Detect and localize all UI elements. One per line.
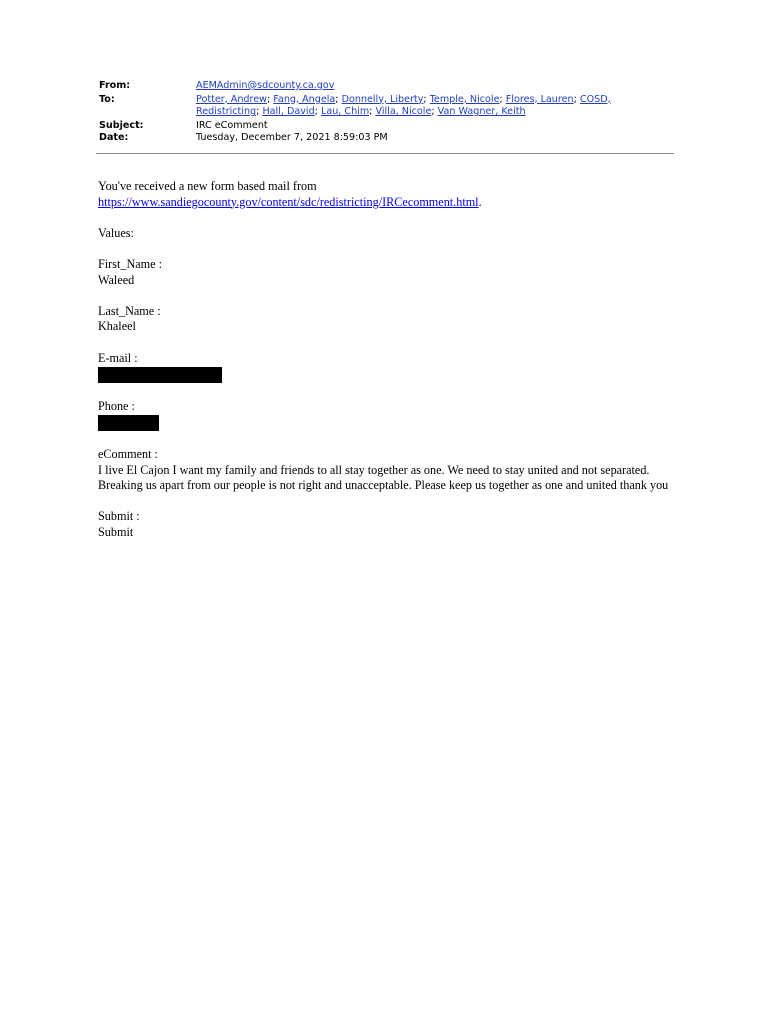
form-url-line	[98, 195, 670, 211]
recipient-link[interactable]: Van Wagner, Keith	[437, 106, 526, 118]
first-name-label: First_Name :	[98, 256, 162, 271]
ecomment-label: eComment :	[98, 446, 158, 461]
to-label: To:	[99, 93, 115, 105]
date-label: Date:	[99, 132, 129, 144]
email-redaction-block	[98, 367, 222, 383]
subject-label: Subject:	[99, 119, 144, 131]
phone-redaction-block	[98, 415, 159, 431]
values-label: Values:	[98, 225, 134, 240]
last-name-value: Khaleel	[98, 319, 136, 334]
from-row	[99, 80, 675, 93]
email-body	[98, 179, 670, 540]
subject-value: IRC eComment	[196, 119, 268, 131]
recipient-link[interactable]: Lau, Chim	[320, 106, 370, 118]
to-row	[99, 94, 675, 119]
first-name-value: Waleed	[98, 272, 135, 287]
url-trailing-period: .	[478, 194, 482, 209]
header-divider	[96, 153, 674, 154]
recipient-link[interactable]: Temple, Nicole	[429, 93, 500, 105]
subject-row	[99, 120, 675, 133]
recipient-list: Potter, Andrew; Fang, Angela; Donnelly, Liberty; Temple, Nicole; Flores, Lauren; COSD, Redistricting; Hall, David; Lau, Chim; Villa, Nicole; Van Wagner, Keith	[196, 93, 611, 118]
from-label: From:	[99, 80, 131, 91]
recipient-link[interactable]: Villa, Nicole	[375, 106, 432, 118]
submit-value: Submit	[98, 524, 134, 539]
recipient-link[interactable]: Fang, Angela	[273, 93, 336, 105]
form-url-link[interactable]: https://www.sandiegocounty.gov/content/sdc/redistricting/IRCecomment.html	[98, 194, 479, 209]
recipient-link[interactable]: Donnelly, Liberty	[341, 93, 424, 105]
recipient-link[interactable]: Hall, David	[262, 106, 315, 118]
last-name-label: Last_Name :	[98, 303, 161, 318]
recipient-link[interactable]: Flores, Lauren	[505, 93, 574, 105]
phone-label: Phone :	[98, 398, 135, 413]
date-value: Tuesday, December 7, 2021 8:59:03 PM	[196, 132, 388, 144]
recipient-link[interactable]: COSD, Redistricting	[196, 93, 611, 118]
date-row	[99, 132, 675, 145]
from-address-link[interactable]: AEMAdmin@sdcounty.ca.gov	[196, 80, 335, 91]
email-header	[99, 80, 675, 145]
intro-text: You've received a new form based mail from	[98, 179, 317, 193]
recipient-link[interactable]: Potter, Andrew	[196, 93, 267, 105]
ecomment-text: I live El Cajon I want my family and friends to all stay together as one. We need to stay united and not separated. Breaking us apart from our people is not right and unacceptable. Please keep us together as one and united thank you	[98, 462, 669, 493]
email-label: E-mail :	[98, 350, 138, 365]
submit-label: Submit :	[98, 509, 140, 524]
